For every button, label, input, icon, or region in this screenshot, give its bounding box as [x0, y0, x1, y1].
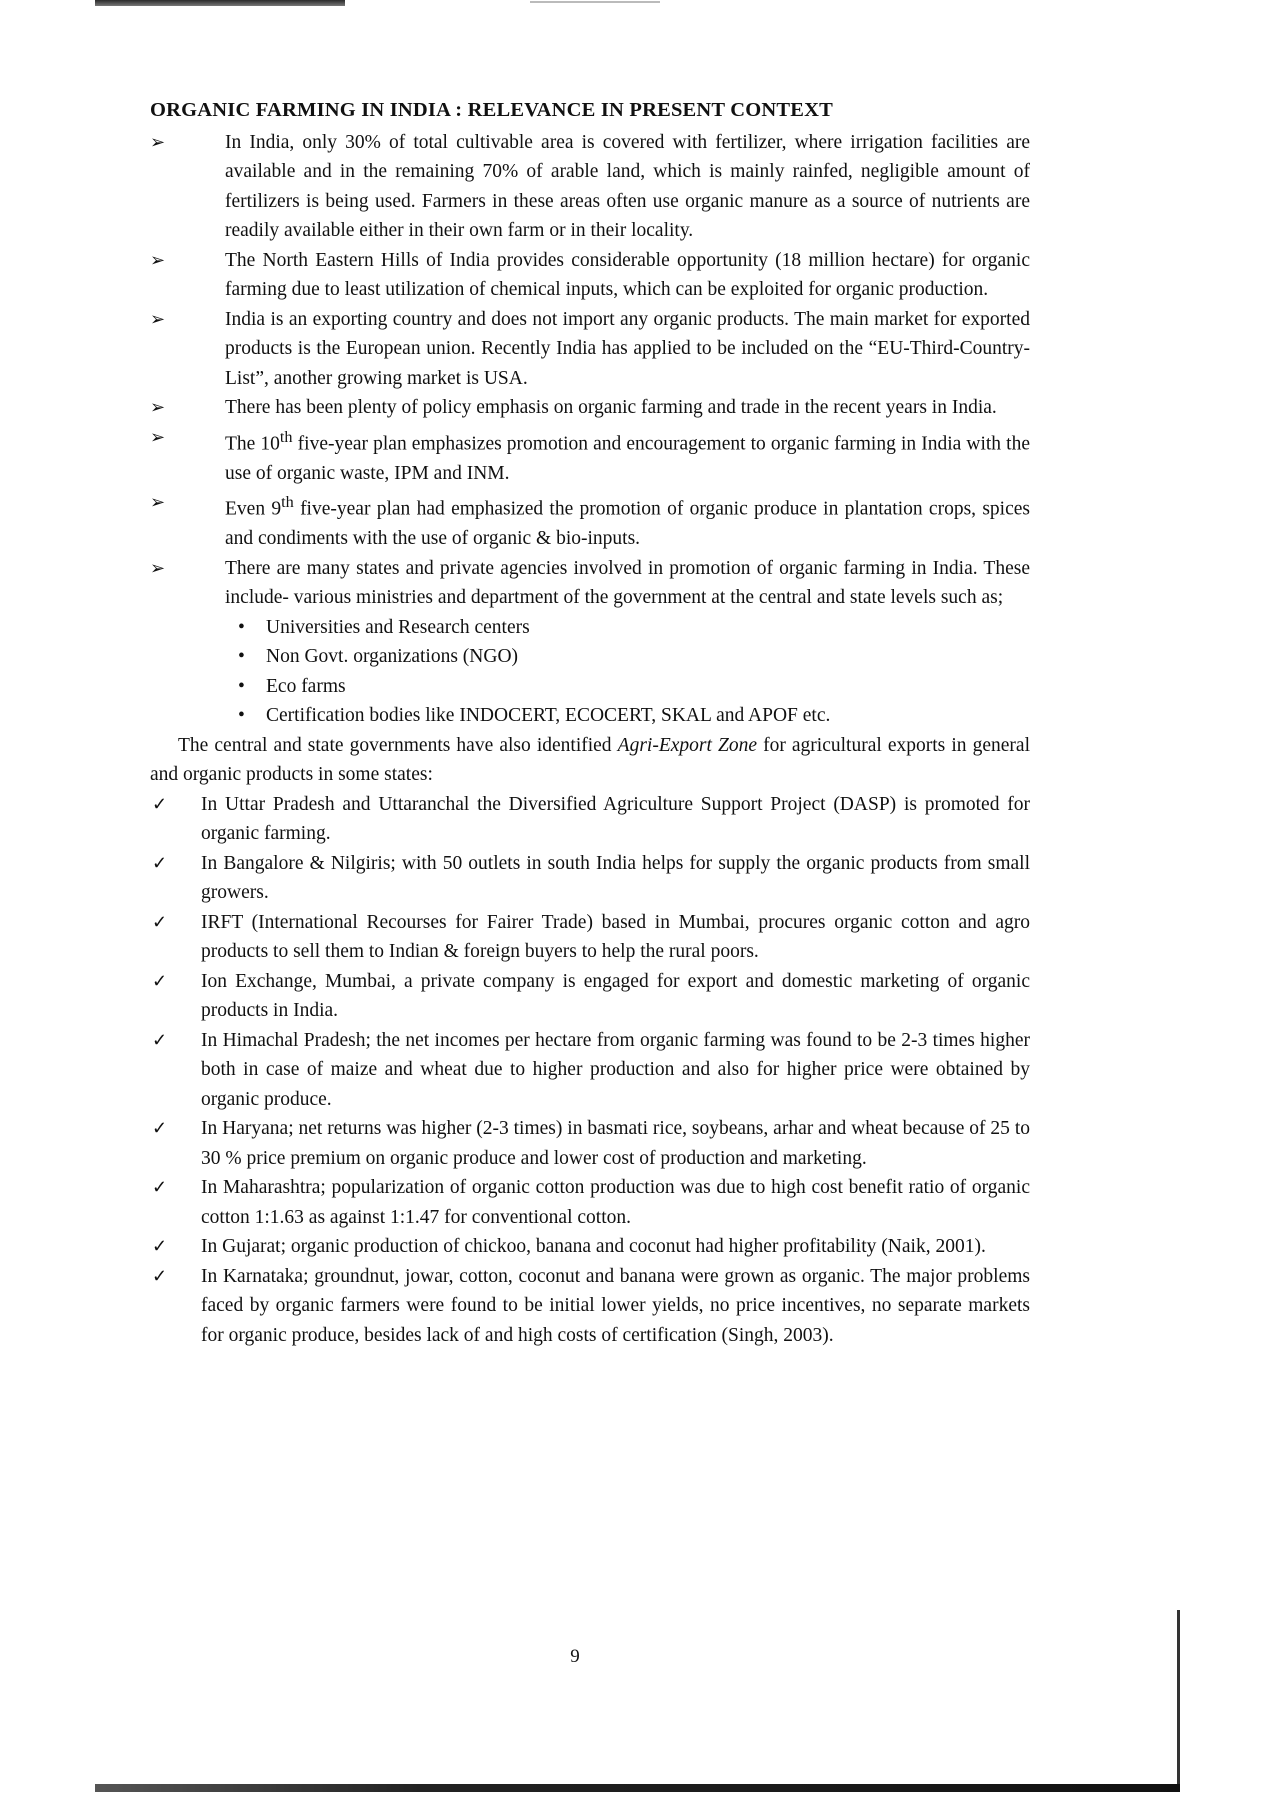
arrow-bullet-icon: ➢ — [150, 557, 166, 578]
agency-item — [234, 613, 1030, 643]
checkmark-icon: ✓ — [152, 793, 168, 814]
arrow-bullet-icon: ➢ — [150, 426, 166, 447]
state-example-text: In Maharashtra; popularization of organic cotton production was due to high cost benefit ratio of organic cotton 1:1.63 as against 1:1.47 for conventional cotton. — [201, 1177, 1030, 1228]
agency-item-text: Universities and Research centers — [266, 616, 530, 638]
state-example-item — [150, 1114, 1030, 1173]
agri-export-text-end: for agricultural exports in general and organic products in some states: — [150, 734, 1030, 785]
scan-edge-top-faint — [530, 1, 660, 3]
arrow-point-text: In India, only 30% of total cultivable area is covered with fertilizer, where irrigation facilities are available and in the remaining 70% of arable land, which is mainly rainfed, negligible amount of fertilizers is being used. Farmers in these areas often use organic manure as a source of nutrients are readily available either in their own farm or in their locality. — [225, 131, 1030, 241]
state-example-list — [150, 790, 1030, 1351]
checkmark-icon: ✓ — [152, 1029, 168, 1050]
ninth-plan-superscript: th — [281, 493, 294, 511]
tenth-plan-superscript: th — [279, 427, 293, 446]
state-example-item — [150, 967, 1030, 1026]
arrow-point-text: India is an exporting country and does not import any organic products. The main market for exported products is the European union. Recently India has applied to be included on the “EU-Third-Country-List”, another growing market is USA. — [225, 308, 1030, 389]
scan-edge-top — [95, 0, 345, 6]
tenth-plan-text-end: five-year plan emphasizes promotion and encouragement to organic farming in India with the use of organic waste, IPM and INM. — [225, 433, 1030, 484]
document-page — [150, 96, 1030, 1350]
arrow-point-text: The North Eastern Hills of India provides considerable opportunity (18 million hectare) for organic farming due to least utilization of chemical inputs, which can be exploited for organic production. — [225, 249, 1030, 300]
state-example-item — [150, 1232, 1030, 1262]
agri-export-zone-emphasis: Agri-Export Zone — [617, 734, 757, 756]
arrow-point-text: There are many states and private agencies involved in promotion of organic farming in India. These include- various ministries and department of the government at the central and state levels such as; — [225, 557, 1030, 608]
state-example-item — [150, 908, 1030, 967]
ninth-plan-text-end: five-year plan had emphasized the promotion of organic produce in plantation crops, spices and condiments with the use of organic & bio-inputs. — [225, 498, 1030, 549]
checkmark-icon: ✓ — [152, 1118, 168, 1138]
state-example-text: Ion Exchange, Mumbai, a private company is engaged for export and domestic marketing of organic products in India. — [201, 970, 1030, 1021]
checkmark-icon: ✓ — [152, 1236, 168, 1256]
checkmark-icon: ✓ — [152, 852, 168, 873]
checkmark-icon: ✓ — [152, 970, 168, 991]
arrow-point-agencies — [150, 554, 1030, 613]
state-example-text: In Haryana; net returns was higher (2-3 times) in basmati rice, soybeans, arhar and wheat because of 25 to 30 % price premium on organic produce and lower cost of production and marketing. — [201, 1118, 1030, 1169]
bullet-dot-icon: • — [238, 646, 245, 667]
agency-item — [234, 701, 1030, 731]
page-title: ORGANIC FARMING IN INDIA : RELEVANCE IN PRESENT CONTEXT — [150, 99, 834, 121]
state-example-item — [150, 1173, 1030, 1232]
checkmark-icon: ✓ — [152, 911, 168, 932]
agency-item-text: Certification bodies like INDOCERT, ECOCERT, SKAL and APOF etc. — [266, 705, 831, 726]
bullet-dot-icon: • — [238, 705, 245, 726]
bullet-dot-icon: • — [238, 675, 245, 697]
arrow-bullet-icon: ➢ — [150, 249, 166, 270]
arrow-point — [150, 246, 1030, 305]
arrow-point-list — [150, 128, 1030, 613]
checkmark-icon: ✓ — [152, 1177, 168, 1197]
state-example-item — [150, 790, 1030, 849]
agency-item-text: Eco farms — [266, 675, 346, 697]
tenth-plan-text-start: The 10 — [225, 433, 280, 454]
ninth-plan-text-start: Even 9 — [225, 498, 282, 520]
agency-item — [234, 642, 1030, 672]
agency-item — [234, 672, 1030, 702]
page-number: 9 — [570, 1646, 580, 1667]
arrow-point — [150, 128, 1030, 246]
state-example-text: In Gujarat; organic production of chickoo, banana and coconut had higher profitability (Naik, 2001). — [201, 1236, 986, 1257]
arrow-point-text: There has been plenty of policy emphasis on organic farming and trade in the recent years in India. — [225, 397, 997, 418]
state-example-text: In Karnataka; groundnut, jowar, cotton, coconut and banana were grown as organic. The major problems faced by organic farmers were found to be initial lower yields, no price incentives, no separate markets for organic produce, besides lack of and high costs of certification (Singh, 2003). — [201, 1265, 1030, 1346]
state-example-item — [150, 1262, 1030, 1351]
state-example-text: IRFT (International Recourses for Fairer Trade) based in Mumbai, procures organic cotton and agro products to sell them to Indian & foreign buyers to help the rural poors. — [201, 911, 1030, 962]
agri-export-text-start: The central and state governments have also identified — [178, 734, 618, 756]
arrow-point-tenth-plan — [150, 423, 1030, 489]
arrow-point — [150, 305, 1030, 394]
arrow-bullet-icon: ➢ — [150, 492, 166, 512]
agri-export-paragraph — [150, 731, 1030, 790]
agency-list — [234, 613, 1030, 731]
arrow-point-ninth-plan — [150, 488, 1030, 554]
state-example-item — [150, 1026, 1030, 1115]
scan-edge-bottom — [95, 1784, 1180, 1792]
state-example-text: In Uttar Pradesh and Uttaranchal the Diversified Agriculture Support Project (DASP) is promoted for organic farming. — [201, 793, 1030, 844]
state-example-text: In Himachal Pradesh; the net incomes per hectare from organic farming was found to be 2-3 times higher both in case of maize and wheat due to higher production and also for higher price were obtained by organic produce. — [201, 1029, 1030, 1110]
bullet-dot-icon: • — [238, 616, 245, 638]
arrow-bullet-icon: ➢ — [150, 308, 166, 329]
arrow-point — [150, 393, 1030, 423]
state-example-text: In Bangalore & Nilgiris; with 50 outlets in south India helps for supply the organic products from small growers. — [201, 852, 1030, 903]
checkmark-icon: ✓ — [152, 1265, 168, 1286]
scan-edge-right — [1177, 1610, 1180, 1792]
arrow-bullet-icon: ➢ — [150, 131, 166, 152]
agency-item-text: Non Govt. organizations (NGO) — [266, 646, 519, 667]
state-example-item — [150, 849, 1030, 908]
arrow-bullet-icon: ➢ — [150, 397, 166, 417]
